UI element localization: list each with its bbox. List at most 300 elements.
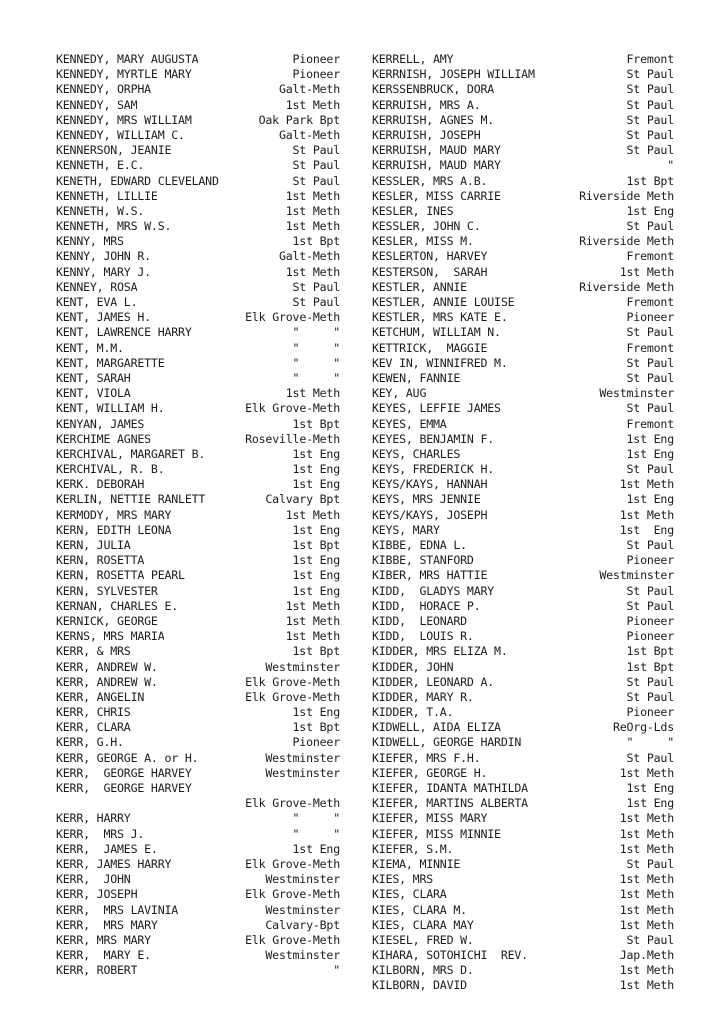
entry-name: KIDD, HORACE P.: [372, 598, 481, 613]
entry-church: 1st Bpt: [292, 538, 340, 552]
entry-name: KERCHIME AGNES: [56, 431, 151, 446]
directory-entry: [372, 432, 674, 447]
directory-entry: [372, 234, 674, 249]
directory-entry: [56, 189, 340, 204]
entry-name: KERR, MARY E.: [56, 948, 151, 963]
directory-entry: [372, 735, 674, 750]
entry-name: KERR, ANDREW W.: [56, 674, 158, 689]
entry-church: 1st Eng: [292, 462, 340, 477]
entry-church: " ": [292, 325, 340, 340]
entry-name: KERR, CLARA: [56, 720, 131, 735]
entry-name: KENNEDY, MYRTLE MARY: [56, 67, 192, 82]
directory-entry: [56, 356, 340, 371]
directory-entry: [56, 538, 340, 553]
entry-church: St Paul: [626, 67, 674, 82]
entry-church: Westminster: [265, 659, 340, 674]
entry-church: Jap.Meth: [619, 948, 674, 963]
directory-entry: [56, 842, 340, 857]
entry-church: Fremont: [626, 52, 674, 66]
directory-entry: [372, 295, 674, 310]
entry-name: KIBER, MRS HATTIE: [372, 568, 488, 583]
entry-name: KERMODY, MRS MARY: [56, 507, 172, 522]
directory-entry: [56, 219, 340, 234]
entry-church: St Paul: [626, 538, 674, 552]
directory-entry: [56, 113, 340, 128]
directory-entry: [56, 477, 340, 492]
directory-entry: [56, 827, 340, 842]
entry-name: KERR, JOSEPH: [56, 887, 138, 902]
entry-church: 1st Eng: [292, 522, 340, 537]
entry-name: KERR, GEORGE HARVEY: [56, 781, 192, 795]
entry-church: 1st Eng: [292, 568, 340, 583]
directory-entry: [372, 462, 674, 477]
entry-name: KEWEN, FANNIE: [372, 370, 461, 385]
directory-entry: [372, 766, 674, 781]
directory-entry: [56, 599, 340, 614]
entry-church: 1st Bpt: [292, 644, 340, 659]
directory-entry: [372, 720, 674, 735]
left-column: [56, 52, 340, 978]
entry-name: KEYS/KAYS, HANNAH: [372, 477, 488, 492]
entry-church: Elk Grove-Meth: [245, 401, 340, 416]
entry-church: 1st Meth: [619, 887, 674, 902]
entry-church: " ": [626, 735, 674, 750]
directory-entry: [372, 644, 674, 659]
directory-entry: [372, 918, 674, 933]
entry-church: 1st Eng: [292, 705, 340, 720]
directory-entry: [372, 128, 674, 143]
entry-name: KIDDER, T.A.: [372, 705, 454, 720]
directory-entry: [372, 265, 674, 280]
directory-entry: [56, 811, 340, 826]
entry-name: KERNS, MRS MARIA: [56, 629, 165, 644]
entry-church: Oak Park Bpt: [258, 112, 340, 127]
entry-name: KENT, M.M.: [56, 340, 124, 355]
directory-entry: [372, 827, 674, 842]
entry-name: KESLER, MISS CARRIE: [372, 188, 501, 203]
directory-entry: [372, 568, 674, 583]
directory-entry: [56, 280, 340, 295]
directory-entry: [56, 766, 340, 781]
entry-church: 1st Meth: [285, 203, 340, 218]
entry-name: KERR, MRS MARY: [56, 917, 158, 932]
entry-name: KERRNISH, JOSEPH WILLIAM: [372, 67, 535, 82]
directory-entry: [56, 265, 340, 280]
entry-name: KERR, HARRY: [56, 811, 131, 826]
entry-church: Westminster: [265, 872, 340, 887]
directory-entry: [56, 98, 340, 113]
entry-church: St Paul: [626, 219, 674, 234]
directory-entry: [56, 52, 340, 67]
entry-church: St Paul: [626, 674, 674, 689]
entry-church: St Paul: [626, 355, 674, 370]
directory-entry: [56, 128, 340, 143]
entry-name: KERCHIVAL, R. B.: [56, 462, 165, 477]
entry-church: 1st Meth: [619, 811, 674, 826]
directory-entry: [372, 204, 674, 219]
entry-church: Fremont: [626, 249, 674, 264]
entry-name: KENT, MARGARETTE: [56, 355, 165, 370]
entry-name: KENNY, MARY J.: [56, 264, 151, 279]
entry-church: 1st Meth: [285, 386, 340, 401]
entry-church: 1st Meth: [619, 826, 674, 841]
directory-entry: [56, 751, 340, 766]
entry-name: KIEFER, GEORGE H.: [372, 765, 488, 780]
directory-entry: [56, 67, 340, 82]
entry-name: KERRUISH, JOSEPH: [372, 127, 481, 142]
entry-name: KERRELL, AMY: [372, 52, 454, 66]
directory-entry: [56, 386, 340, 401]
entry-church: Elk Grove-Meth: [245, 856, 340, 871]
entry-church: Calvary-Bpt: [265, 917, 340, 932]
directory-entry: [56, 918, 340, 933]
entry-church: 1st Eng: [626, 796, 674, 811]
entry-name: KENNEDY, SAM: [56, 97, 138, 112]
directory-entry: [56, 553, 340, 568]
entry-name: KIBBE, EDNA L.: [372, 538, 467, 552]
entry-name: KIDDER, MRS ELIZA M.: [372, 644, 508, 659]
entry-church: Pioneer: [626, 705, 674, 720]
entry-church: ReOrg-Lds: [612, 720, 674, 735]
directory-entry: [372, 189, 674, 204]
directory-entry: [372, 174, 674, 189]
directory-entry: [372, 386, 674, 401]
directory-entry: [56, 447, 340, 462]
directory-entry: [56, 903, 340, 918]
entry-name: KIDD, LOUIS R.: [372, 629, 474, 644]
directory-entry: [56, 887, 340, 902]
entry-church: 1st Bpt: [292, 416, 340, 431]
entry-name: KERR, ANGELIN: [56, 689, 145, 704]
entry-name: KESTLER, ANNIE LOUISE: [372, 295, 515, 309]
entry-name: KEYES, EMMA: [372, 416, 447, 431]
entry-church: Westminster: [265, 902, 340, 917]
directory-entry: [56, 781, 340, 796]
directory-entry: [372, 887, 674, 902]
entry-name: KESTLER, MRS KATE E.: [372, 310, 508, 325]
entry-name: KERR, ROBERT: [56, 963, 138, 978]
entry-name: KIES, MRS: [372, 872, 434, 887]
directory-entry: [372, 842, 674, 857]
entry-name: KEYES, LEFFIE JAMES: [372, 401, 501, 416]
directory-entry: [372, 52, 674, 67]
entry-church: Westminster: [265, 948, 340, 963]
directory-entry: [372, 781, 674, 796]
directory-entry: [56, 629, 340, 644]
directory-entry: [372, 98, 674, 113]
directory-entry: [56, 401, 340, 416]
directory-entry: [372, 872, 674, 887]
entry-name: KERNICK, GEORGE: [56, 613, 158, 628]
entry-church: 1st Meth: [285, 598, 340, 613]
entry-church: 1st Meth: [619, 264, 674, 279]
entry-church: St Paul: [626, 325, 674, 340]
directory-entry: [372, 978, 674, 993]
entry-church: Westminster: [599, 568, 674, 583]
entry-name: KERCHIVAL, MARGARET B.: [56, 446, 206, 461]
entry-church: ": [333, 963, 340, 978]
entry-name: KIEFER, MARTINS ALBERTA: [372, 796, 528, 811]
entry-church: Fremont: [626, 416, 674, 431]
entry-name: KIBBE, STANFORD: [372, 553, 474, 568]
entry-church: " ": [292, 811, 340, 826]
entry-name: KERNAN, CHARLES E.: [56, 598, 179, 613]
directory-entry: [372, 158, 674, 173]
entry-name: KENT, SARAH: [56, 370, 131, 385]
entry-name: KIDWELL, GEORGE HARDIN: [372, 735, 522, 750]
entry-name: KERRUISH, AGNES M.: [372, 112, 495, 127]
entry-church: 1st Meth: [619, 963, 674, 978]
entry-church: 1st Eng: [626, 203, 674, 218]
entry-name: KERR, G.H.: [56, 735, 124, 750]
entry-church: " ": [292, 340, 340, 355]
entry-name: KIEFER, IDANTA MATHILDA: [372, 781, 528, 795]
entry-name: KEYS, FREDERICK H.: [372, 462, 495, 477]
entry-church: 1st Meth: [619, 477, 674, 492]
entry-name: KERR, MRS J.: [56, 826, 145, 841]
directory-entry: [372, 508, 674, 523]
directory-entry: [372, 690, 674, 705]
directory-entry: [372, 857, 674, 872]
entry-name: KIDDER, JOHN: [372, 659, 454, 674]
entry-church: Galt-Meth: [278, 249, 340, 264]
entry-church: Galt-Meth: [278, 82, 340, 97]
entry-church: 1st Meth: [619, 978, 674, 993]
directory-entry: [56, 371, 340, 386]
entry-name: KERN, ROSETTA PEARL: [56, 568, 185, 583]
entry-church: Riverside Meth: [579, 188, 674, 203]
entry-name: KERN, ROSETTA: [56, 553, 145, 568]
entry-church: Pioneer: [292, 67, 340, 82]
entry-name: KERR, JAMES HARRY: [56, 856, 172, 871]
entry-name: KERLIN, NETTIE RANLETT: [56, 492, 206, 507]
entry-church: Westminster: [599, 386, 674, 401]
entry-name: KERN, SYLVESTER: [56, 583, 158, 598]
entry-church: ": [667, 158, 674, 173]
entry-church: Fremont: [626, 295, 674, 309]
directory-entry: [56, 432, 340, 447]
entry-name: KENETH, EDWARD CLEVELAND: [56, 173, 219, 188]
directory-entry: [372, 280, 674, 295]
entry-name: KEYS/KAYS, JOSEPH: [372, 507, 488, 522]
entry-name: KEYES, BENJAMIN F.: [372, 431, 495, 446]
entry-church: Galt-Meth: [278, 127, 340, 142]
directory-entry: [56, 948, 340, 963]
entry-name: KENNEDY, WILLIAM C.: [56, 127, 185, 142]
entry-name: KENT, EVA L.: [56, 295, 138, 309]
directory-entry: [56, 796, 340, 811]
directory-entry: [372, 705, 674, 720]
entry-church: St Paul: [626, 401, 674, 416]
entry-name: KERRUISH, MAUD MARY: [372, 143, 501, 158]
entry-name: KERR, MRS LAVINIA: [56, 902, 179, 917]
directory-entry: [56, 675, 340, 690]
directory-entry: [56, 933, 340, 948]
entry-name: KENNEY, ROSA: [56, 279, 138, 294]
entry-church: " ": [292, 355, 340, 370]
entry-church: St Paul: [292, 295, 340, 309]
directory-entry: [56, 644, 340, 659]
entry-church: 1st Eng: [626, 431, 674, 446]
entry-name: KIDD, LEONARD: [372, 613, 467, 628]
directory-entry: [372, 751, 674, 766]
entry-name: KESTERSON, SARAH: [372, 264, 488, 279]
right-column: [372, 52, 674, 994]
entry-name: KESLERTON, HARVEY: [372, 249, 488, 264]
directory-entry: [56, 963, 340, 978]
entry-church: 1st Bpt: [626, 659, 674, 674]
directory-entry: [372, 660, 674, 675]
entry-church: St Paul: [626, 750, 674, 765]
entry-church: St Paul: [626, 370, 674, 385]
directory-entry: [372, 963, 674, 978]
entry-name: KETCHUM, WILLIAM N.: [372, 325, 501, 340]
directory-entry: [372, 584, 674, 599]
entry-name: KERRUISH, MRS A.: [372, 97, 481, 112]
entry-name: KENNY, MRS: [56, 234, 124, 249]
directory-entry: [372, 523, 674, 538]
entry-church: 1st Eng: [292, 446, 340, 461]
entry-church: Roseville-Meth: [245, 431, 340, 446]
directory-entry: [372, 341, 674, 356]
entry-church: Elk Grove-Meth: [245, 932, 340, 947]
entry-church: " ": [292, 370, 340, 385]
entry-church: Riverside Meth: [579, 279, 674, 294]
entry-name: KENNERSON, JEANIE: [56, 143, 172, 158]
entry-church: St Paul: [292, 279, 340, 294]
entry-church: St Paul: [626, 82, 674, 97]
directory-entry: [372, 948, 674, 963]
directory-entry: [56, 417, 340, 432]
entry-name: KERR, MRS MARY: [56, 932, 151, 947]
entry-name: KIES, CLARA: [372, 887, 447, 902]
directory-entry: [372, 67, 674, 82]
entry-name: KERK. DEBORAH: [56, 477, 145, 492]
entry-church: 1st Bpt: [626, 173, 674, 188]
entry-church: St Paul: [626, 97, 674, 112]
directory-entry: [372, 310, 674, 325]
entry-church: St Paul: [626, 856, 674, 871]
directory-entry: [56, 568, 340, 583]
entry-name: KENNETH, LILLIE: [56, 188, 158, 203]
directory-entry: [372, 933, 674, 948]
entry-name: KILBORN, DAVID: [372, 978, 467, 993]
entry-church: Elk Grove-Meth: [245, 689, 340, 704]
entry-church: St Paul: [292, 143, 340, 158]
entry-name: KEYS, MARY: [372, 522, 440, 537]
entry-church: 1st Meth: [285, 629, 340, 644]
entry-name: KERN, JULIA: [56, 538, 131, 552]
entry-church: 1st Eng: [292, 583, 340, 598]
directory-entry: [372, 477, 674, 492]
entry-name: KIES, CLARA MAY: [372, 917, 474, 932]
entry-name: KENNETH, W.S.: [56, 203, 145, 218]
directory-entry: [56, 249, 340, 264]
entry-name: KERR, GEORGE A. or H.: [56, 750, 199, 765]
directory-entry: [56, 523, 340, 538]
entry-name: KENYAN, JAMES: [56, 416, 145, 431]
directory-entry: [56, 462, 340, 477]
directory-entry: [372, 614, 674, 629]
entry-church: 1st Meth: [619, 841, 674, 856]
entry-name: KERR, & MRS: [56, 644, 131, 659]
entry-church: Elk Grove-Meth: [245, 674, 340, 689]
directory-entry: [56, 584, 340, 599]
entry-church: St Paul: [292, 158, 340, 173]
entry-name: KERN, EDITH LEONA: [56, 522, 172, 537]
entry-church: Westminster: [265, 765, 340, 780]
entry-name: KEV IN, WINNIFRED M.: [372, 355, 508, 370]
entry-church: St Paul: [626, 689, 674, 704]
entry-church: 1st Bpt: [292, 234, 340, 249]
entry-name: KENT, VIOLA: [56, 386, 131, 401]
entry-church: St Paul: [292, 173, 340, 188]
entry-church: St Paul: [626, 583, 674, 598]
entry-church: 1st Meth: [285, 264, 340, 279]
directory-entry: [56, 735, 340, 750]
entry-church: 1st Eng: [292, 841, 340, 856]
directory-entry: [372, 629, 674, 644]
entry-name: KERR, JOHN: [56, 872, 131, 887]
entry-name: KERR, JAMES E.: [56, 841, 158, 856]
entry-name: KIEMA, MINNIE: [372, 856, 461, 871]
entry-name: KESLER, INES: [372, 203, 454, 218]
entry-name: KERR, GEORGE HARVEY: [56, 765, 192, 780]
entry-name: KENNEDY, MARY AUGUSTA: [56, 52, 199, 66]
entry-church: 1st Meth: [285, 507, 340, 522]
entry-name: KIEFER, MISS MINNIE: [372, 826, 501, 841]
entry-name: KENT, LAWRENCE HARRY: [56, 325, 192, 340]
directory-entry: [372, 113, 674, 128]
directory-entry: [56, 508, 340, 523]
directory-entry: [56, 82, 340, 97]
entry-name: KENNETH, MRS W.S.: [56, 219, 172, 234]
entry-church: St Paul: [626, 932, 674, 947]
entry-church: Elk Grove-Meth: [245, 796, 340, 811]
directory-entry: [56, 690, 340, 705]
directory-entry: [372, 447, 674, 462]
entry-church: Elk Grove-Meth: [245, 887, 340, 902]
entry-church: 1st Eng: [619, 522, 674, 537]
entry-name: KERSSENBRUCK, DORA: [372, 82, 495, 97]
entry-name: KESSLER, MRS A.B.: [372, 173, 488, 188]
entry-name: KIDWELL, AIDA ELIZA: [372, 720, 501, 735]
entry-name: KEYS, MRS JENNIE: [372, 492, 481, 507]
entry-name: KESSLER, JOHN C.: [372, 219, 481, 234]
entry-church: Fremont: [626, 340, 674, 355]
directory-entry: [56, 720, 340, 735]
directory-entry: [56, 158, 340, 173]
entry-name: KILBORN, MRS D.: [372, 963, 474, 978]
entry-name: KERRUISH, MAUD MARY: [372, 158, 501, 173]
entry-name: KENT, JAMES H.: [56, 310, 151, 325]
entry-name: KERR, ANDREW W.: [56, 659, 158, 674]
entry-name: KIEFER, MRS F.H.: [372, 750, 481, 765]
entry-church: " ": [292, 826, 340, 841]
directory-entry: [372, 219, 674, 234]
entry-name: KENNEDY, MRS WILLIAM: [56, 112, 192, 127]
directory-entry: [56, 492, 340, 507]
entry-name: KENT, WILLIAM H.: [56, 401, 165, 416]
entry-church: St Paul: [626, 598, 674, 613]
entry-name: KIES, CLARA M.: [372, 902, 467, 917]
directory-entry: [372, 796, 674, 811]
entry-church: 1st Bpt: [292, 720, 340, 735]
entry-church: St Paul: [626, 112, 674, 127]
directory-entry: [372, 553, 674, 568]
directory-entry: [372, 492, 674, 507]
entry-name: KENNY, JOHN R.: [56, 249, 151, 264]
